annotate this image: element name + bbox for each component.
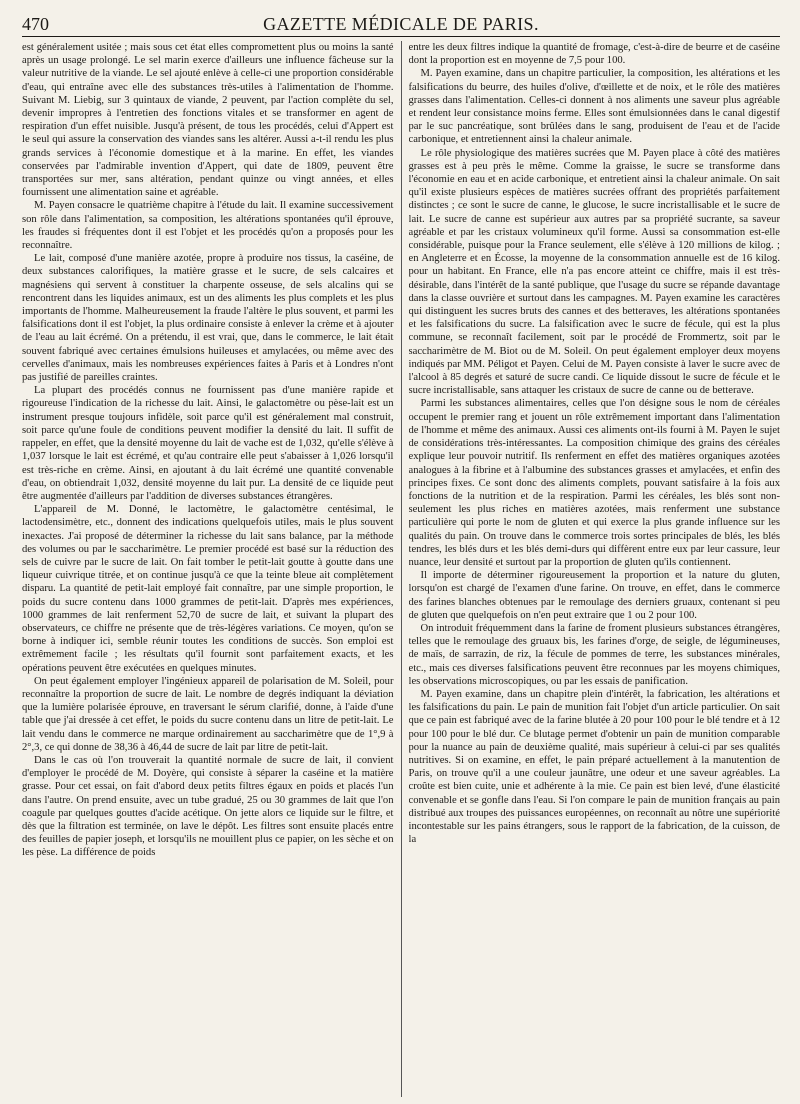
paragraph: est généralement usitée ; mais sous cet état elles compromettent plus ou moins la santé après un usage prolongé. Le sel marin exerce d'ailleurs une influence fâcheuse sur la valeur nutritive de la viande. Le sel ajouté enlève à celle-ci une proportion considérable d'eau, qui entraîne avec elle des substances très-utiles à l'alimentation de l'homme. Suivant M. Liebig, sur 3 quintaux de viande, 2 peuvent, par l'action complète du sel, devenir impropres à l'entretien des fonctions vitales et se transformer en agent de respiration d'un effet nuisible. Jusqu'à présent, de tous les procédés, celui d'Appert est le seul qui assure la conservation des viandes sans les altérer. Aussi a-t-il rendu les plus grands services à l'économie domestique et à la marine. En effet, les viandes conservées par l'admirable invention d'Appert, qui date de 1809, peuvent être transportées sur mer, sans altération, pendant quinze ou vingt années, et elles fournissent une alimentation saine et agréable. <box>22 42 394 199</box>
paragraph: M. Payen examine, dans un chapitre particulier, la composition, les altérations et les falsifications du beurre, des huiles d'olive, d'œillette et de noix, et le rôle des matières grasses dans l'alimentation. Celles-ci donnent à nos aliments une saveur plus agréable et rendent leur consistance moins ferme. Elles sont émulsionnées dans le canal digestif par le suc pancréatique, sont brûlées dans le sang, produisent de l'eau et de l'acide carbonique, et entretiennent ainsi la chaleur animale. <box>408 68 780 146</box>
right-column <box>409 41 781 1097</box>
paragraph: Le lait, composé d'une manière azotée, propre à produire nos tissus, la caséine, de deux substances calorifiques, la matière grasse et le sucre, de sels calcaires et magnésiens qui servent à constituer la charpente osseuse, de sels alcalins qui se rencontrent dans les liquides animaux, est un des aliments les plus complets et les plus importants de l'homme. Malheureusement la fraude l'altère le plus souvent, et parmi les falsifications dont il est l'objet, la plus ordinaire consiste à enlever la crème et à ajouter de l'eau au lait écrémé. On a prétendu, il est vrai, que, dans le commerce, le lait était souvent fabriqué avec certaines émulsions huileuses et amylacées, ou même avec des cervelles d'animaux, mais les nombreuses expériences faites à Paris et à Londres n'ont pas justifié de pareilles craintes. <box>22 253 394 384</box>
paragraph: Il importe de déterminer rigoureusement la proportion et la nature du gluten, lorsqu'on est chargé de l'examen d'une farine. On trouve, en effet, dans le commerce des farines blanches obtenues par le remoulage des derniers gruaux, contenant si peu de gluten que quelquefois on n'en peut extraire que 1 ou 2 pour 100. <box>408 570 780 621</box>
paragraph: La plupart des procédés connus ne fournissent pas d'une manière rapide et rigoureuse l'indication de la richesse du lait. Ainsi, le galactomètre ou pèse-lait est un instrument presque toujours infidèle, soit parce qu'il est généralement mal construit, soit parce qu'une foule de conditions peuvent modifier la densité du lait. Il suffit de rappeler, en effet, que la densité moyenne du lait de vache est de 1,032, qu'elle s'élève à 1,037 lorsque le lait est écrémé, et qu'au contraire elle peut s'abaisser à 1,026 lorsqu'il est très-riche en crème. Ainsi, en ajoutant à du lait écrémé une quantité convenable d'eau, on obtiendrait 1,032, densité moyenne du lait pur. La densité de ce liquide peut être augmentée d'ailleurs par l'addition de diverses substances étrangères. <box>22 385 394 502</box>
paragraph: entre les deux filtres indique la quantité de fromage, c'est-à-dire de beurre et de caséine dont la proportion est en moyenne de 7,5 pour 100. <box>408 42 780 67</box>
paragraph: M. Payen consacre le quatrième chapitre à l'étude du lait. Il examine successivement son rôle dans l'alimentation, sa composition, les altérations spontanées qu'il éprouve, les fraudes si fréquentes dont il est l'objet et les procédés qu'on a proposés pour les reconnaître. <box>22 200 394 252</box>
paragraph: Parmi les substances alimentaires, celles que l'on désigne sous le nom de céréales occupent le premier rang et jouent un rôle extrêmement important dans l'alimentation de l'homme et même des animaux. Aussi ces aliments ont-ils fourni à M. Payen le sujet de considérations très-intéressantes. La composition chimique des grains des céréales explique leur pouvoir nutritif. Ils renferment en effet des matières organiques azotées analogues à la fibrine et à l'albumine des substances grasses et amylacées, et enfin des principes fixes. Ce sont donc des aliments complets, pouvant satisfaire à la fois aux fonctions de la nutrition et de la respiration. Parmi les céréales, les blés sont non-seulement les plus riches en matières azotées, mais renferment une substance particulière qui porte le nom de gluten et qui exerce la plus grande influence sur les qualités du pain. On trouve dans le commerce trois sortes principales de blés, les blés tendres, les blés durs et les blés demi-durs qui diffèrent entre eux par leur cassure, leur nuance, leur densité et surtout par la proportion de gluten qu'ils contiennent. <box>408 398 780 568</box>
paragraph: On peut également employer l'ingénieux appareil de polarisation de M. Soleil, pour reconnaître la proportion de sucre de lait. Le nombre de degrés indiquant la déviation que la lumière polarisée éprouve, en traversant le sérum clarifié, donne, à l'aide d'une table que j'ai dressée à cet effet, le poids du sucre contenu dans un litre de petit-lait. Le lait vendu dans le commerce ne marque ordinairement au saccharimètre que de 1°,9 à 2°,3, ce qui donne de 38,36 à 46,44 de sucre de lait par litre de petit-lait. <box>22 675 394 753</box>
text-columns <box>22 41 780 1097</box>
column-divider <box>401 41 402 1097</box>
page-header <box>22 10 780 37</box>
page-number: 470 <box>22 14 49 34</box>
paragraph: M. Payen examine, dans un chapitre plein d'intérêt, la fabrication, les altérations et les falsifications du pain. Le pain de munition fait l'objet d'un article particulier. On sait que ce pain est fabriqué avec de la farine blutée à 20 pour 100 pour le blé tendre et à 12 pour 100 pour le blé dur. Ce blutage permet d'obtenir un pain de munition comparable pour la nuance au pain de deuxième qualité, mais supérieur à celui-ci par ses qualités nutritives. Si on examine, en effet, le pain préparé actuellement à la manutention de Paris, on trouve qu'il a une couleur jaunâtre, une odeur et une saveur agréables. La croûte est bien cuite, unie et adhérente à la mie. Ce pain est bien levé, d'une élasticité convenable et se gonfle dans l'eau. Si l'on compare le pain de munition français au pain distribué aux troupes des puissances européennes, on reconnaît au nôtre une supériorité incontestable sur les pains étrangers, sous le rapport de la fabrication, de la cuisson, de la <box>408 688 780 846</box>
left-column <box>22 41 394 1097</box>
paragraph: L'appareil de M. Donné, le lactomètre, le galactomètre centésimal, le lactodensimètre, etc., donnent des indications quelquefois utiles, mais le plus souvent inexactes. J'ai proposé de déterminer la richesse du lait sans balance, par la méthode des volumes ou par le saccharimètre. Le premier procédé est basé sur la réduction des sels de cuivre par le sucre de lait. On fait tomber le petit-lait goutte à goutte dans une liqueur cuivrique titrée, et on continue jusqu'à ce que la teinte bleue ait complètement disparu. La quantité de petit-lait employé fait connaître, par une simple proportion, le poids du sucre contenu dans 1000 grammes de petit-lait. D'après mes expériences, 1000 grammes de lait renferment 52,70 de sucre de lait, et suivant la plupart des observateurs, ce chiffre ne présente que de très-légères variations. Ce moyen, qu'on se borne à indiquer ici, semble réunir toutes les conditions de succès. Son emploi est extrêmement facile ; les résultats qu'il fournit sont parfaitement exacts, et les opérations peuvent être exécutées en quelques minutes. <box>22 504 394 674</box>
journal-title: GAZETTE MÉDICALE DE PARIS. <box>263 14 539 34</box>
paragraph: Le rôle physiologique des matières sucrées que M. Payen place à côté des matières grasses est à peu près le même. Comme la graisse, le sucre se transforme dans l'économie en eau et en acide carbonique, et entretient ainsi la chaleur animale. On sait qu'il existe plusieurs espèces de matières sucrées offrant des propriétés parfaitement distinctes ; ce sont le sucre de canne, le glucose, le sucre incristallisable et le sucre de lait. Le sucre de canne est supérieur aux autres par sa propriété sucrante, sa saveur agréable et par les cristaux volumineux qu'il forme. Aussi sa consommation est-elle considérable, puisque pour la France seulement, elle s'élève à 120 millions de kilog. ; en Angleterre et en Écosse, la moyenne de la consommation annuelle est de 16 kilog. pour un habitant. En France, elle n'a pas encore atteint ce chiffre, mais il est très-désirable, dans l'intérêt de la santé publique, que l'usage du sucre se répande davantage dans la classe ouvrière et surtout dans les campagnes. M. Payen examine les caractères qui distinguent les sucres bruts des cannes et des betteraves, les altérations spontanées et les falsifications du sucre. La falsification avec le sucre de fécule, qui est la plus commune, se reconnaît facilement, soit par le procédé de Frommertz, soit par le saccharimètre de M. Biot ou de M. Soleil. On peut également employer deux moyens indiqués par MM. Péligot et Payen. Celui de M. Payen consiste à laver le sucre avec de l'alcool à 85 degrés et saturé de sucre candi. Ce liquide dissout le sucre de fécule et le sucre incristallisable, sans attaquer les cristaux de sucre de canne ou de betterave. <box>408 147 780 397</box>
paragraph: Dans le cas où l'on trouverait la quantité normale de sucre de lait, il convient d'employer le procédé de M. Doyère, qui consiste à séparer la caséine et la matière grasse. Pour cet essai, on fait d'abord deux petits filtres égaux en poids et placés l'un dans l'autre. On prend ensuite, avec un tube gradué, 25 ou 30 grammes de lait que l'on coagule par quelques gouttes d'acide acétique. On jette alors ce liquide sur le filtre, et dès que la filtration est terminée, on lave le dépôt. Les filtres sont ensuite placés entre des feuilles de papier joseph, et lorsqu'ils ne mouillent plus ce papier, on les sèche et on les pèse. La différence de poids <box>22 754 394 859</box>
paragraph: On introduit fréquemment dans la farine de froment plusieurs substances étrangères, telles que le remoulage des gruaux bis, les farines d'orge, de seigle, de légumineuses, de maïs, de sarrazin, de riz, la fécule de pommes de terre, les substances minérales, etc., mais ces diverses falsifications peuvent être reconnues par les moyens chimiques, les observations microscopiques, ou par les essais de panification. <box>408 622 780 687</box>
